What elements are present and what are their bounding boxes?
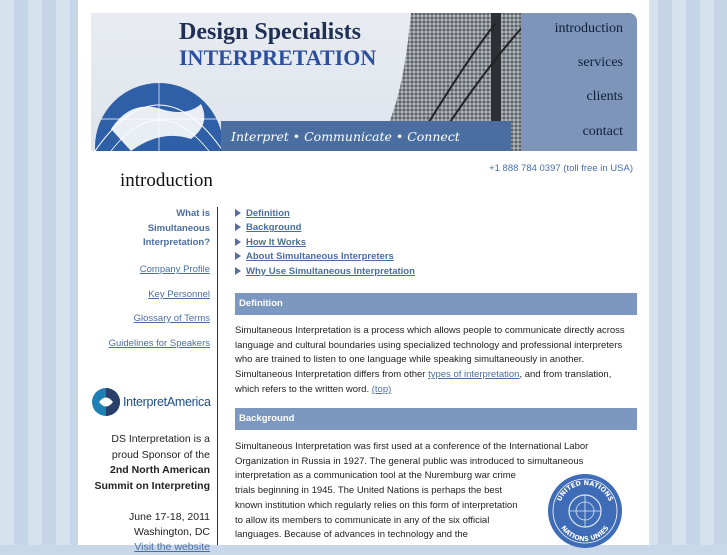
event-website-link[interactable]: Visit the website xyxy=(134,541,210,553)
nav-clients[interactable]: clients xyxy=(586,89,623,104)
sidebar-heading-line: Interpretation? xyxy=(142,237,210,248)
event-name: 2nd North American xyxy=(110,464,210,476)
arrow-right-icon xyxy=(235,252,241,260)
sidebar-link-company-profile[interactable]: Company Profile xyxy=(139,264,210,275)
background-line: Simultaneous Interpretation was first used at a conference of the International Labor xyxy=(235,441,589,452)
interpretamerica-logo[interactable] xyxy=(91,385,210,417)
background-line: known institution which regularly relies on this form of interpretation xyxy=(235,499,518,511)
arrow-right-icon xyxy=(235,223,241,231)
globe-graphic xyxy=(91,69,221,151)
background-line: languages. Because of advances in technology and the xyxy=(235,529,468,541)
sponsor-text: DS Interpretation is a xyxy=(111,433,210,445)
background-line: trials beginning in 1945. The United Nations is perhaps the best xyxy=(235,485,503,497)
page-title: introduction xyxy=(120,170,213,191)
seal-text-top: UNITED NATIONS xyxy=(555,478,615,503)
toc-definition[interactable] xyxy=(235,208,290,219)
event-location: Washington, DC xyxy=(133,526,210,538)
interpretamerica-icon xyxy=(91,387,121,417)
sidebar-divider xyxy=(217,207,218,545)
toc-label: Why Use Simultaneous Interpretation xyxy=(246,266,415,277)
interpretamerica-logo-text: InterpretAmerica xyxy=(123,395,211,409)
main-nav xyxy=(521,13,637,151)
toc-how-it-works[interactable] xyxy=(235,237,306,248)
brand-name: Design Specialists xyxy=(179,19,362,45)
top-link[interactable]: (top) xyxy=(371,383,392,395)
site-header xyxy=(91,13,637,151)
sidebar-heading-line: What is xyxy=(176,208,210,219)
background-line: Organization in Russia in 1927. The general public was introduced to simultaneous xyxy=(235,455,584,467)
section-header-definition: Definition xyxy=(235,293,637,315)
toc-about-interpreters[interactable] xyxy=(235,251,394,262)
toc-label: How It Works xyxy=(246,237,306,248)
toc-background[interactable] xyxy=(235,222,301,233)
brand-subtitle: INTERPRETATION xyxy=(179,45,377,70)
toc-why-use[interactable] xyxy=(235,266,415,277)
nav-introduction[interactable]: introduction xyxy=(554,21,623,36)
sidebar-link-key-personnel[interactable]: Key Personnel xyxy=(148,289,210,300)
toc-label: About Simultaneous Interpreters xyxy=(246,251,394,262)
nav-contact[interactable]: contact xyxy=(582,124,623,139)
event-name: Summit on Interpreting xyxy=(94,480,210,492)
background-line: to allow its members to communicate in any of the six official xyxy=(235,514,490,526)
section-header-background: Background xyxy=(235,408,637,430)
types-of-interpretation-link[interactable]: types of interpretation xyxy=(428,369,520,381)
sponsor-text: proud Sponsor of the xyxy=(111,449,210,461)
phone-number: +1 888 784 0397 (toll free in USA) xyxy=(489,163,633,174)
sidebar-link-guidelines[interactable]: Guidelines for Speakers xyxy=(108,338,210,349)
definition-text: Simultaneous Interpretation is a process which allows people to communicate directly across language and cultural boundaries using specialized technology and professional interpreters who are trained to listen to one language while speaking simultaneously in another. Simultaneous Interpretation differs from other xyxy=(235,325,625,381)
definition-paragraph xyxy=(235,324,637,398)
sidebar-link-glossary[interactable]: Glossary of Terms xyxy=(133,313,210,324)
background-line: interpretation as a communication tool at the Nuremburg war crime xyxy=(235,470,516,482)
definition-text-end: , and from translation, which refers to the written word. xyxy=(235,369,612,395)
arrow-right-icon xyxy=(235,209,241,217)
toc-label: Definition xyxy=(246,208,290,219)
event-date: June 17-18, 2011 xyxy=(129,511,210,523)
seal-text-bottom: NATIONS UNIES xyxy=(559,524,611,544)
slogan-text: Interpret • Communicate • Connect xyxy=(231,129,460,144)
toc-label: Background xyxy=(246,222,302,233)
arrow-right-icon xyxy=(235,238,241,246)
arrow-right-icon xyxy=(235,267,241,275)
sidebar-heading-line: Simultaneous xyxy=(147,223,210,234)
united-nations-seal xyxy=(547,473,623,549)
nav-services[interactable]: services xyxy=(577,55,623,70)
page-container xyxy=(78,0,649,553)
